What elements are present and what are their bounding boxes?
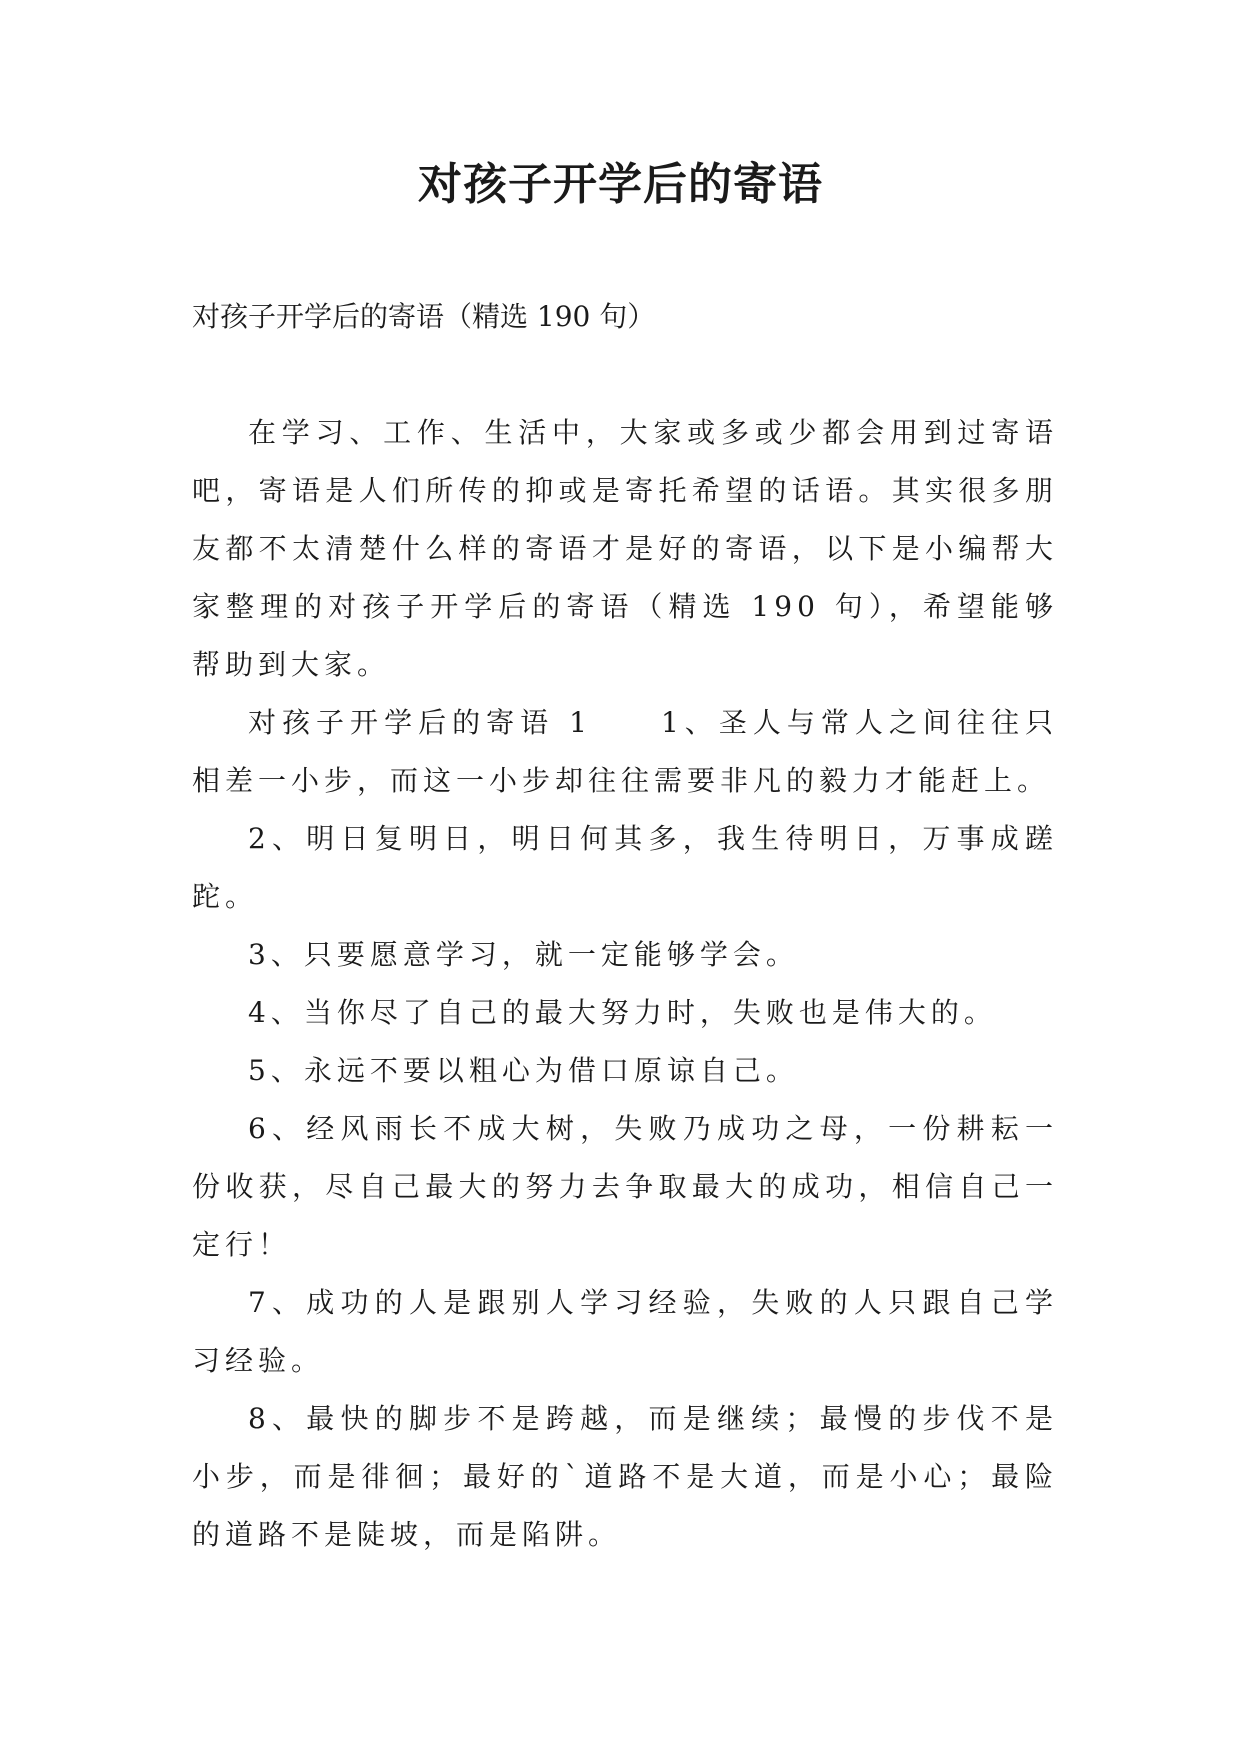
body-paragraph: 3、只要愿意学习，就一定能够学会。 bbox=[248, 938, 799, 971]
body-paragraph: 8、最快的脚步不是跨越，而是继续；最慢的步伐不是小步，而是徘徊；最好的`道路不是大道，而是小心；最险的道路不是陡坡，而是陷阱。 bbox=[192, 1402, 1058, 1551]
body-paragraph: 7、成功的人是跟别人学习经验，失败的人只跟自己学习经验。 bbox=[192, 1286, 1058, 1377]
body-paragraph: 对孩子开学后的寄语 1 1、圣人与常人之间往往只相差一小步，而这一小步却往往需要非凡的毅力才能赶上。 bbox=[192, 706, 1058, 797]
document-title: 对孩子开学后的寄语 bbox=[418, 159, 823, 210]
document-body bbox=[192, 404, 1058, 1564]
body-paragraph: 6、经风雨长不成大树，失败乃成功之母，一份耕耘一份收获，尽自己最大的努力去争取最大的成功，相信自己一定行！ bbox=[192, 1112, 1058, 1261]
body-paragraph: 在学习、工作、生活中，大家或多或少都会用到过寄语吧，寄语是人们所传的抑或是寄托希望的话语。其实很多朋友都不太清楚什么样的寄语才是好的寄语，以下是小编帮大家整理的对孩子开学后的寄语（精选 190 句），希望能够帮助到大家。 bbox=[192, 416, 1058, 681]
body-paragraph: 4、当你尽了自己的最大努力时，失败也是伟大的。 bbox=[248, 996, 997, 1029]
body-paragraph: 5、永远不要以粗心为借口原谅自己。 bbox=[248, 1054, 799, 1087]
body-paragraph: 2、明日复明日，明日何其多，我生待明日，万事成蹉跎。 bbox=[192, 822, 1058, 913]
document-subtitle: 对孩子开学后的寄语（精选 190 句） bbox=[192, 300, 656, 333]
